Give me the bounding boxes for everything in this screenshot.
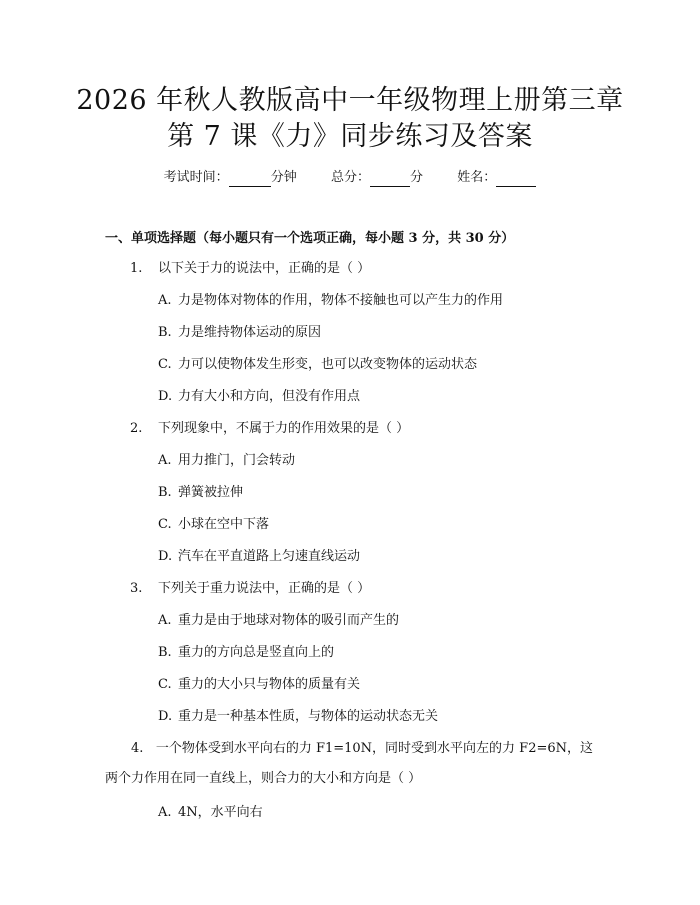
time-label: 考试时间： bbox=[163, 170, 229, 185]
question-4 bbox=[105, 734, 600, 794]
question-1-option-c bbox=[158, 356, 477, 374]
name-blank bbox=[496, 172, 536, 187]
option-text: 弹簧被拉伸 bbox=[178, 485, 244, 500]
option-text: 重力的方向总是竖直向上的 bbox=[178, 645, 335, 660]
document-title-line-2: 第 7 课《力》同步练习及答案 bbox=[167, 121, 533, 152]
question-2-option-c bbox=[158, 516, 269, 534]
option-text: 力是物体对物体的作用，物体不接触也可以产生力的作用 bbox=[178, 293, 504, 308]
question-number: 3. bbox=[130, 581, 143, 596]
option-letter: D. bbox=[158, 709, 173, 724]
option-letter: A. bbox=[158, 613, 172, 628]
option-letter: C. bbox=[158, 677, 172, 692]
question-text: 以下关于力的说法中，正确的是（ ） bbox=[158, 261, 371, 276]
option-letter: C. bbox=[158, 357, 172, 372]
option-text: 重力的大小只与物体的质量有关 bbox=[178, 677, 361, 692]
score-label: 总分： bbox=[330, 170, 370, 185]
question-4-option-a bbox=[158, 804, 263, 822]
option-text: 重力是一种基本性质，与物体的运动状态无关 bbox=[178, 709, 439, 724]
option-text: 用力推门，门会转动 bbox=[178, 453, 296, 468]
question-number: 4. bbox=[131, 741, 144, 756]
document-title-line-1: 2026 年秋人教版高中一年级物理上册第三章 bbox=[76, 85, 624, 116]
option-text: 力有大小和方向，但没有作用点 bbox=[178, 389, 361, 404]
option-text: 力是维持物体运动的原因 bbox=[178, 325, 322, 340]
score-blank bbox=[370, 172, 410, 187]
question-1-option-d bbox=[158, 388, 360, 406]
question-3-option-a bbox=[158, 612, 399, 630]
question-2-option-d bbox=[158, 548, 360, 566]
question-3-option-b bbox=[158, 644, 334, 662]
time-unit: 分钟 bbox=[270, 170, 297, 185]
option-letter: B. bbox=[158, 325, 172, 340]
question-1-option-a bbox=[158, 292, 503, 310]
section-heading: 一、单项选择题（每小题只有一个选项正确，每小题 3 分，共 30 分） bbox=[105, 231, 515, 246]
question-3-option-d bbox=[158, 708, 438, 726]
time-blank bbox=[229, 172, 271, 187]
option-letter: B. bbox=[158, 485, 172, 500]
question-1 bbox=[130, 260, 370, 278]
option-letter: A. bbox=[158, 293, 172, 308]
name-label: 姓名： bbox=[457, 170, 497, 185]
question-number: 1. bbox=[130, 261, 143, 276]
question-2 bbox=[130, 420, 409, 438]
option-letter: A. bbox=[158, 453, 172, 468]
option-text: 重力是由于地球对物体的吸引而产生的 bbox=[178, 613, 400, 628]
question-1-option-b bbox=[158, 324, 321, 342]
option-letter: B. bbox=[158, 645, 172, 660]
question-3 bbox=[130, 580, 370, 598]
option-text: 小球在空中下落 bbox=[178, 517, 270, 532]
exam-info bbox=[0, 169, 700, 187]
option-letter: C. bbox=[158, 517, 172, 532]
option-letter: D. bbox=[158, 389, 173, 404]
question-text: 下列现象中，不属于力的作用效果的是（ ） bbox=[158, 421, 410, 436]
option-letter: A. bbox=[158, 805, 172, 820]
score-unit: 分 bbox=[410, 170, 424, 185]
question-3-option-c bbox=[158, 676, 360, 694]
question-number: 2. bbox=[130, 421, 143, 436]
question-2-option-b bbox=[158, 484, 243, 502]
question-2-option-a bbox=[158, 452, 295, 470]
option-text: 力可以使物体发生形变，也可以改变物体的运动状态 bbox=[178, 357, 478, 372]
option-text: 4N，水平向右 bbox=[178, 805, 263, 820]
question-text: 下列关于重力说法中，正确的是（ ） bbox=[158, 581, 371, 596]
question-text: 一个物体受到水平向右的力 F1=10N，同时受到水平向左的力 F2=6N，这两个力作用在同一直线上，则合力的大小和方向是（ ） bbox=[105, 741, 594, 786]
option-letter: D. bbox=[158, 549, 173, 564]
option-text: 汽车在平直道路上匀速直线运动 bbox=[178, 549, 361, 564]
